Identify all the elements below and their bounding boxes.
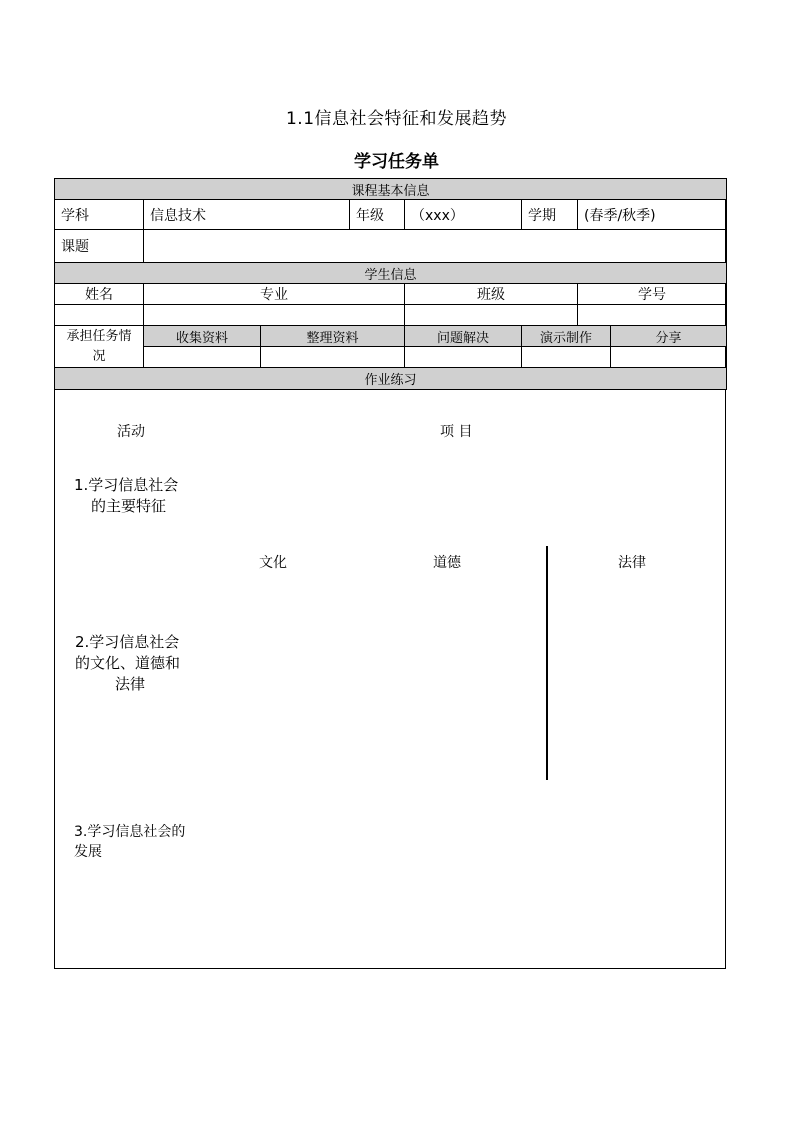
activity-1 <box>74 475 178 517</box>
activity-1-line-1: 1.学习信息社会 <box>74 476 179 494</box>
student-id-column-header: 学号 <box>578 284 727 305</box>
class-column-header: 班级 <box>405 284 578 305</box>
task-assignment-label: 承担任务情况 <box>55 326 144 368</box>
collect-materials-input[interactable] <box>144 347 261 368</box>
activity-2 <box>75 632 180 695</box>
task-organize-materials: 整理资料 <box>261 326 405 347</box>
topic-label: 课题 <box>55 230 144 263</box>
activity-column-label: 活动 <box>117 424 145 440</box>
homework-header: 作业练习 <box>55 368 727 390</box>
column-divider-line <box>546 546 548 780</box>
class-input-cell[interactable] <box>405 305 578 326</box>
term-value[interactable]: (春季/秋季) <box>578 200 727 230</box>
name-column-header: 姓名 <box>55 284 144 305</box>
task-collect-materials: 收集资料 <box>144 326 261 347</box>
grade-value[interactable]: （xxx） <box>405 200 522 230</box>
item-column-label: 项 目 <box>440 424 473 440</box>
name-input-cell[interactable] <box>55 305 144 326</box>
topic-value[interactable] <box>144 230 727 263</box>
morality-column-label: 道德 <box>433 555 461 571</box>
task-problem-solving: 问题解决 <box>405 326 522 347</box>
activity-3 <box>74 822 185 862</box>
activity-3-line-1: 3.学习信息社会的 <box>74 824 186 840</box>
subject-value[interactable]: 信息技术 <box>144 200 350 230</box>
activity-2-line-2: 的文化、道德和 <box>75 654 181 672</box>
course-info-header: 课程基本信息 <box>55 179 727 200</box>
activity-3-line-2: 发展 <box>74 844 102 860</box>
document-title: 1.1信息社会特征和发展趋势 <box>285 109 508 129</box>
term-label: 学期 <box>522 200 578 230</box>
presentation-input[interactable] <box>522 347 611 368</box>
culture-column-label: 文化 <box>259 555 287 571</box>
subject-label: 学科 <box>55 200 144 230</box>
law-column-label: 法律 <box>618 555 646 571</box>
major-column-header: 专业 <box>144 284 405 305</box>
organize-materials-input[interactable] <box>261 347 405 368</box>
task-presentation: 演示制作 <box>522 326 611 347</box>
grade-label: 年级 <box>350 200 405 230</box>
activity-1-line-2: 的主要特征 <box>91 497 167 515</box>
major-input-cell[interactable] <box>144 305 405 326</box>
task-sharing: 分享 <box>611 326 727 347</box>
student-id-input-cell[interactable] <box>578 305 727 326</box>
student-info-header: 学生信息 <box>55 263 727 284</box>
activity-2-line-3: 法律 <box>115 675 146 693</box>
document-subtitle: 学习任务单 <box>354 152 439 172</box>
activity-2-line-1: 2.学习信息社会 <box>75 633 180 651</box>
problem-solving-input[interactable] <box>405 347 522 368</box>
sharing-input[interactable] <box>611 347 727 368</box>
task-sheet-table <box>54 178 727 390</box>
